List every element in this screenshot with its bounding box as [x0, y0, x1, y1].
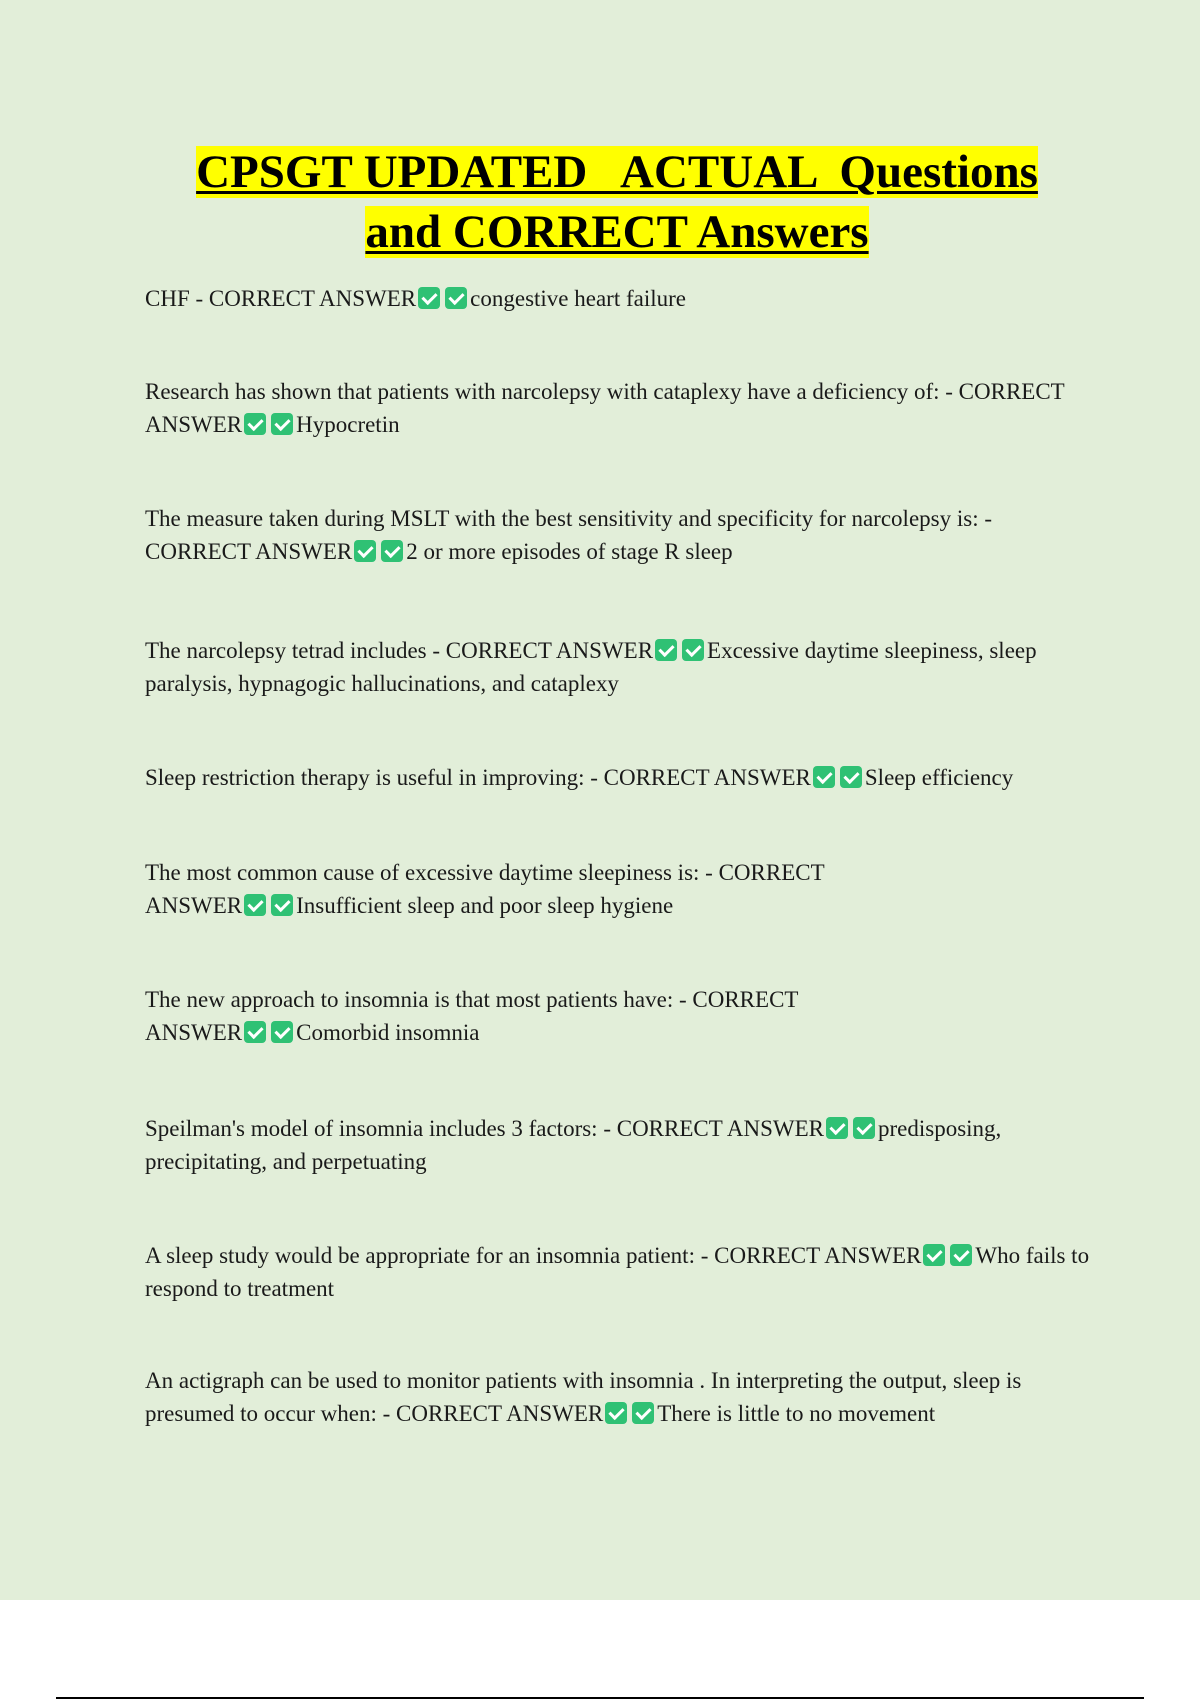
check-mark-icon — [632, 1402, 654, 1424]
qa-item — [145, 502, 1095, 568]
answer-text: congestive heart failure — [470, 286, 686, 311]
answer-text: Sleep efficiency — [864, 765, 1014, 790]
footer-divider — [56, 1697, 1144, 1699]
check-mark-icon — [826, 1117, 848, 1139]
check-mark-icon — [418, 287, 440, 309]
check-mark-icon — [605, 1402, 627, 1424]
check-mark-icon — [244, 1021, 266, 1043]
answer-text: predisposing, precipitating, and perpetuating — [145, 1116, 1002, 1174]
answer-text: Excessive daytime sleepiness, sleep paralysis, hypnagogic hallucinations, and cataplexy — [145, 638, 1037, 696]
check-mark-icon — [813, 766, 835, 788]
question-text: Sleep restriction therapy is useful in improving: - CORRECT ANSWER — [145, 765, 811, 790]
question-text: The most common cause of excessive daytime sleepiness is: - CORRECT ANSWER — [145, 860, 825, 918]
qa-item — [145, 282, 1095, 315]
check-mark-icon — [682, 639, 704, 661]
question-text: Speilman's model of insomnia includes 3 factors: - CORRECT ANSWER — [145, 1116, 824, 1141]
check-mark-icon — [950, 1244, 972, 1266]
question-text: The new approach to insomnia is that most patients have: - CORRECT ANSWER — [145, 987, 799, 1045]
answer-text: Hypocretin — [296, 412, 400, 437]
qa-item — [145, 1239, 1095, 1305]
qa-item — [145, 1112, 1095, 1178]
qa-item — [145, 1364, 1095, 1430]
answer-text: There is little to no movement — [657, 1401, 936, 1426]
check-mark-icon — [445, 287, 467, 309]
qa-item — [145, 983, 845, 1049]
title-line-1: CPSGT UPDATED ACTUAL Questions — [196, 146, 1038, 198]
question-text: The narcolepsy tetrad includes - CORRECT ANSWER — [145, 638, 654, 663]
check-mark-icon — [271, 1021, 293, 1043]
answer-text: Comorbid insomnia — [296, 1020, 480, 1045]
check-mark-icon — [923, 1244, 945, 1266]
check-mark-icon — [853, 1117, 875, 1139]
answer-text: 2 or more episodes of stage R sleep — [406, 539, 733, 564]
qa-item — [145, 856, 865, 922]
title-line-2: and CORRECT Answers — [365, 206, 869, 258]
question-text: CHF - CORRECT ANSWER — [145, 286, 417, 311]
check-mark-icon — [244, 413, 266, 435]
check-mark-icon — [271, 894, 293, 916]
question-text: A sleep study would be appropriate for an insomnia patient: - CORRECT ANSWER — [145, 1243, 922, 1268]
answer-text: Who fails to respond to treatment — [145, 1243, 1090, 1301]
check-mark-icon — [354, 540, 376, 562]
qa-item — [145, 761, 1095, 794]
answer-text: Insufficient sleep and poor sleep hygiene — [296, 893, 674, 918]
document-title — [100, 142, 1134, 262]
question-text: The measure taken during MSLT with the best sensitivity and specificity for narcolepsy is: - CORRECT ANSWER — [145, 506, 992, 564]
check-mark-icon — [244, 894, 266, 916]
question-text: An actigraph can be used to monitor patients with insomnia . In interpreting the output, sleep is presumed to occur when: - CORRECT ANSWER — [145, 1368, 1022, 1426]
question-text: Research has shown that patients with narcolepsy with cataplexy have a deficiency of: - CORRECT ANSWER — [145, 379, 1065, 437]
check-mark-icon — [271, 413, 293, 435]
check-mark-icon — [381, 540, 403, 562]
check-mark-icon — [840, 766, 862, 788]
qa-item — [145, 375, 1095, 441]
qa-item — [145, 634, 1095, 700]
check-mark-icon — [655, 639, 677, 661]
